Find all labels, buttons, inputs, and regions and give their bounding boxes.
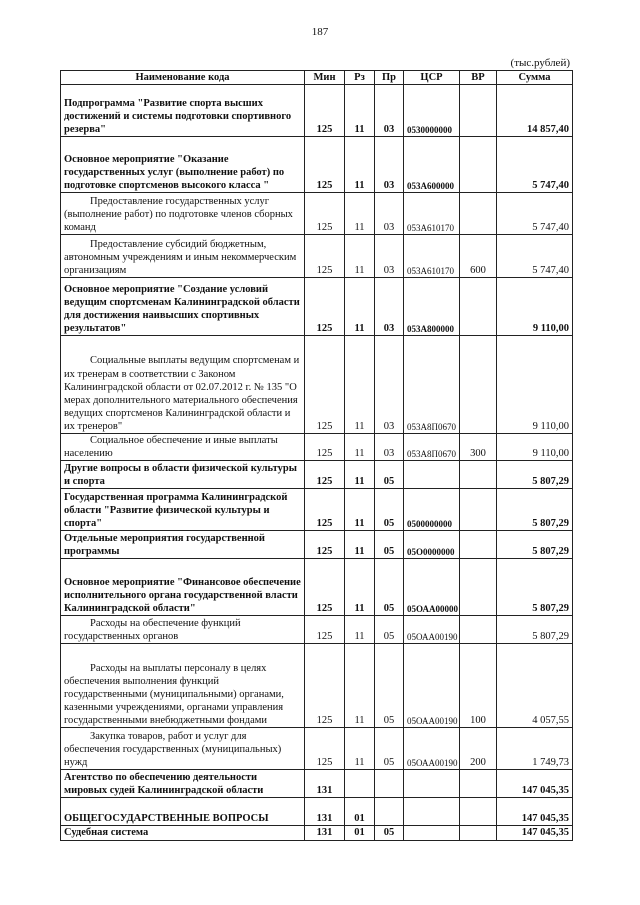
cell-csr bbox=[404, 461, 460, 489]
table-row bbox=[61, 434, 573, 461]
cell-vr bbox=[460, 278, 497, 336]
cell-name bbox=[61, 559, 305, 616]
cell-sum: 5 747,40 bbox=[497, 193, 573, 235]
cell-name bbox=[61, 336, 305, 434]
cell-sum: 147 045,35 bbox=[497, 798, 573, 826]
table-row bbox=[61, 826, 573, 840]
cell-pr: 05 bbox=[375, 461, 404, 489]
cell-sum: 5 747,40 bbox=[497, 235, 573, 278]
row-label: Расходы на обеспечение функций государственных органов bbox=[64, 618, 241, 643]
cell-vr bbox=[460, 461, 497, 489]
cell-rz: 11 bbox=[345, 728, 375, 770]
cell-sum: 9 110,00 bbox=[497, 434, 573, 461]
cell-min: 131 bbox=[305, 770, 345, 798]
cell-vr bbox=[460, 85, 497, 137]
cell-min: 125 bbox=[305, 616, 345, 644]
cell-vr: 200 bbox=[460, 728, 497, 770]
cell-sum: 4 057,55 bbox=[497, 644, 573, 728]
cell-name bbox=[61, 531, 305, 559]
cell-sum: 1 749,73 bbox=[497, 728, 573, 770]
cell-sum: 5 807,29 bbox=[497, 616, 573, 644]
row-label: Основное мероприятие "Финансовое обеспечение исполнительного органа государственной власти Калининградской области" bbox=[64, 577, 301, 615]
row-label: Социальное обеспечение и иные выплаты населению bbox=[64, 435, 278, 460]
cell-vr: 100 bbox=[460, 644, 497, 728]
row-label: Социальные выплаты ведущим спортсменам и их тренерам в соответствии с Законом Калининградской области от 02.07.2012 г. № 135 "О мерах дополнительного материального обеспечения ведущих спортсменов Калининградской области и их тренеров" bbox=[64, 355, 300, 432]
cell-rz: 11 bbox=[345, 85, 375, 137]
table-row bbox=[61, 461, 573, 489]
cell-vr bbox=[460, 193, 497, 235]
cell-vr: 600 bbox=[460, 235, 497, 278]
cell-min: 125 bbox=[305, 278, 345, 336]
cell-rz bbox=[345, 770, 375, 798]
row-label: Другие вопросы в области физической культуры и спорта bbox=[64, 463, 297, 488]
cell-vr: 300 bbox=[460, 434, 497, 461]
cell-name bbox=[61, 644, 305, 728]
cell-csr: 053А8П0670 bbox=[404, 434, 460, 461]
table-row bbox=[61, 728, 573, 770]
cell-rz: 11 bbox=[345, 616, 375, 644]
cell-sum: 5 807,29 bbox=[497, 531, 573, 559]
table-row bbox=[61, 278, 573, 336]
cell-name bbox=[61, 235, 305, 278]
cell-pr bbox=[375, 798, 404, 826]
cell-rz: 11 bbox=[345, 559, 375, 616]
table-row bbox=[61, 137, 573, 193]
cell-pr: 03 bbox=[375, 336, 404, 434]
cell-pr: 05 bbox=[375, 531, 404, 559]
cell-csr: 0530000000 bbox=[404, 85, 460, 137]
table-row bbox=[61, 193, 573, 235]
cell-min: 125 bbox=[305, 336, 345, 434]
cell-rz: 11 bbox=[345, 336, 375, 434]
cell-name bbox=[61, 826, 305, 840]
cell-sum: 5 747,40 bbox=[497, 137, 573, 193]
table-body bbox=[61, 85, 573, 840]
cell-pr: 03 bbox=[375, 85, 404, 137]
cell-csr: 0500000000 bbox=[404, 489, 460, 531]
cell-vr bbox=[460, 826, 497, 840]
cell-min: 125 bbox=[305, 137, 345, 193]
cell-csr bbox=[404, 826, 460, 840]
cell-rz: 11 bbox=[345, 235, 375, 278]
cell-min: 131 bbox=[305, 826, 345, 840]
cell-csr: 053А600000 bbox=[404, 137, 460, 193]
cell-sum: 5 807,29 bbox=[497, 461, 573, 489]
cell-min: 125 bbox=[305, 235, 345, 278]
header-name: Наименование кода bbox=[61, 71, 305, 85]
header-min: Мин bbox=[305, 71, 345, 85]
cell-name bbox=[61, 728, 305, 770]
cell-csr: 05ОАА00190 bbox=[404, 644, 460, 728]
row-label: ОБЩЕГОСУДАРСТВЕННЫЕ ВОПРОСЫ bbox=[64, 813, 269, 825]
cell-pr: 05 bbox=[375, 644, 404, 728]
budget-table bbox=[60, 70, 573, 841]
table-row bbox=[61, 616, 573, 644]
cell-vr bbox=[460, 137, 497, 193]
cell-csr: 05ОАА00190 bbox=[404, 728, 460, 770]
cell-vr bbox=[460, 559, 497, 616]
cell-min: 125 bbox=[305, 489, 345, 531]
cell-name bbox=[61, 137, 305, 193]
cell-name bbox=[61, 489, 305, 531]
cell-rz: 11 bbox=[345, 489, 375, 531]
cell-rz: 11 bbox=[345, 644, 375, 728]
cell-csr: 05ОАА00000 bbox=[404, 559, 460, 616]
cell-csr bbox=[404, 770, 460, 798]
cell-min: 131 bbox=[305, 798, 345, 826]
cell-name bbox=[61, 616, 305, 644]
cell-min: 125 bbox=[305, 434, 345, 461]
cell-sum: 9 110,00 bbox=[497, 278, 573, 336]
cell-sum: 147 045,35 bbox=[497, 770, 573, 798]
cell-min: 125 bbox=[305, 461, 345, 489]
units-label: (тыс.рублей) bbox=[510, 57, 570, 69]
cell-vr bbox=[460, 770, 497, 798]
cell-csr: 05ОАА00190 bbox=[404, 616, 460, 644]
cell-pr: 03 bbox=[375, 278, 404, 336]
table-row bbox=[61, 336, 573, 434]
cell-pr: 03 bbox=[375, 235, 404, 278]
cell-pr: 05 bbox=[375, 489, 404, 531]
header-csr: ЦСР bbox=[404, 71, 460, 85]
cell-rz: 11 bbox=[345, 193, 375, 235]
table-row bbox=[61, 644, 573, 728]
row-label: Расходы на выплаты персоналу в целях обеспечения выполнения функций государственными (муниципальными) органами, казенными учреждениями, органами управления государственными внебюджетными фондами bbox=[64, 662, 284, 727]
cell-pr bbox=[375, 770, 404, 798]
cell-sum: 5 807,29 bbox=[497, 559, 573, 616]
table-row bbox=[61, 85, 573, 137]
cell-rz: 01 bbox=[345, 798, 375, 826]
row-label: Агентство по обеспечению деятельности мировых судей Калининградской области bbox=[64, 772, 264, 797]
cell-rz: 11 bbox=[345, 461, 375, 489]
row-label: Основное мероприятие "Создание условий ведущим спортсменам Калининградской области для достижения наивысших спортивных результатов" bbox=[64, 283, 300, 334]
page-number: 187 bbox=[311, 26, 329, 38]
cell-name bbox=[61, 85, 305, 137]
table-row bbox=[61, 559, 573, 616]
cell-vr bbox=[460, 531, 497, 559]
row-label: Отдельные мероприятия государственной программы bbox=[64, 533, 265, 558]
row-label: Судебная система bbox=[64, 827, 149, 839]
cell-pr: 05 bbox=[375, 616, 404, 644]
cell-csr: 053А800000 bbox=[404, 278, 460, 336]
cell-pr: 05 bbox=[375, 559, 404, 616]
row-label: Предоставление государственных услуг (выполнение работ) по подготовке членов сборных команд bbox=[64, 195, 293, 233]
cell-rz: 11 bbox=[345, 278, 375, 336]
cell-rz: 11 bbox=[345, 531, 375, 559]
table-row bbox=[61, 798, 573, 826]
cell-csr: 053А610170 bbox=[404, 235, 460, 278]
cell-sum: 5 807,29 bbox=[497, 489, 573, 531]
table-row bbox=[61, 235, 573, 278]
cell-vr bbox=[460, 489, 497, 531]
cell-rz: 11 bbox=[345, 434, 375, 461]
cell-name bbox=[61, 278, 305, 336]
row-label: Основное мероприятие "Оказание государственных услуг (выполнение работ) по подготовке спортсменов высокого класса " bbox=[64, 153, 285, 191]
header-sum: Сумма bbox=[497, 71, 573, 85]
cell-name bbox=[61, 193, 305, 235]
table-row bbox=[61, 489, 573, 531]
row-label: Государственная программа Калининградской области "Развитие физической культуры и спорта" bbox=[64, 492, 288, 530]
cell-csr bbox=[404, 798, 460, 826]
header-pr: Пр bbox=[375, 71, 404, 85]
header-rz: Рз bbox=[345, 71, 375, 85]
row-label: Предоставление субсидий бюджетным, автономным учреждениям и иным некоммерческим организациям bbox=[64, 238, 297, 276]
cell-name bbox=[61, 770, 305, 798]
row-label: Закупка товаров, работ и услуг для обеспечения государственных (муниципальных) нужд bbox=[64, 731, 282, 769]
cell-pr: 03 bbox=[375, 434, 404, 461]
cell-sum: 9 110,00 bbox=[497, 336, 573, 434]
cell-name bbox=[61, 798, 305, 826]
row-label: Подпрограмма "Развитие спорта высших достижений и системы подготовки спортивного резерва" bbox=[64, 97, 292, 135]
cell-min: 125 bbox=[305, 559, 345, 616]
cell-name bbox=[61, 461, 305, 489]
cell-min: 125 bbox=[305, 644, 345, 728]
cell-rz: 01 bbox=[345, 826, 375, 840]
cell-vr bbox=[460, 798, 497, 826]
cell-csr: 05О0000000 bbox=[404, 531, 460, 559]
table-header-row bbox=[61, 71, 573, 85]
cell-csr: 053А8П0670 bbox=[404, 336, 460, 434]
cell-min: 125 bbox=[305, 85, 345, 137]
cell-min: 125 bbox=[305, 531, 345, 559]
cell-csr: 053А610170 bbox=[404, 193, 460, 235]
cell-min: 125 bbox=[305, 193, 345, 235]
cell-pr: 03 bbox=[375, 137, 404, 193]
cell-vr bbox=[460, 336, 497, 434]
cell-pr: 05 bbox=[375, 728, 404, 770]
table-row bbox=[61, 770, 573, 798]
cell-sum: 147 045,35 bbox=[497, 826, 573, 840]
cell-min: 125 bbox=[305, 728, 345, 770]
cell-rz: 11 bbox=[345, 137, 375, 193]
table-row bbox=[61, 531, 573, 559]
cell-name bbox=[61, 434, 305, 461]
cell-sum: 14 857,40 bbox=[497, 85, 573, 137]
header-vr: ВР bbox=[460, 71, 497, 85]
cell-vr bbox=[460, 616, 497, 644]
cell-pr: 03 bbox=[375, 193, 404, 235]
cell-pr: 05 bbox=[375, 826, 404, 840]
